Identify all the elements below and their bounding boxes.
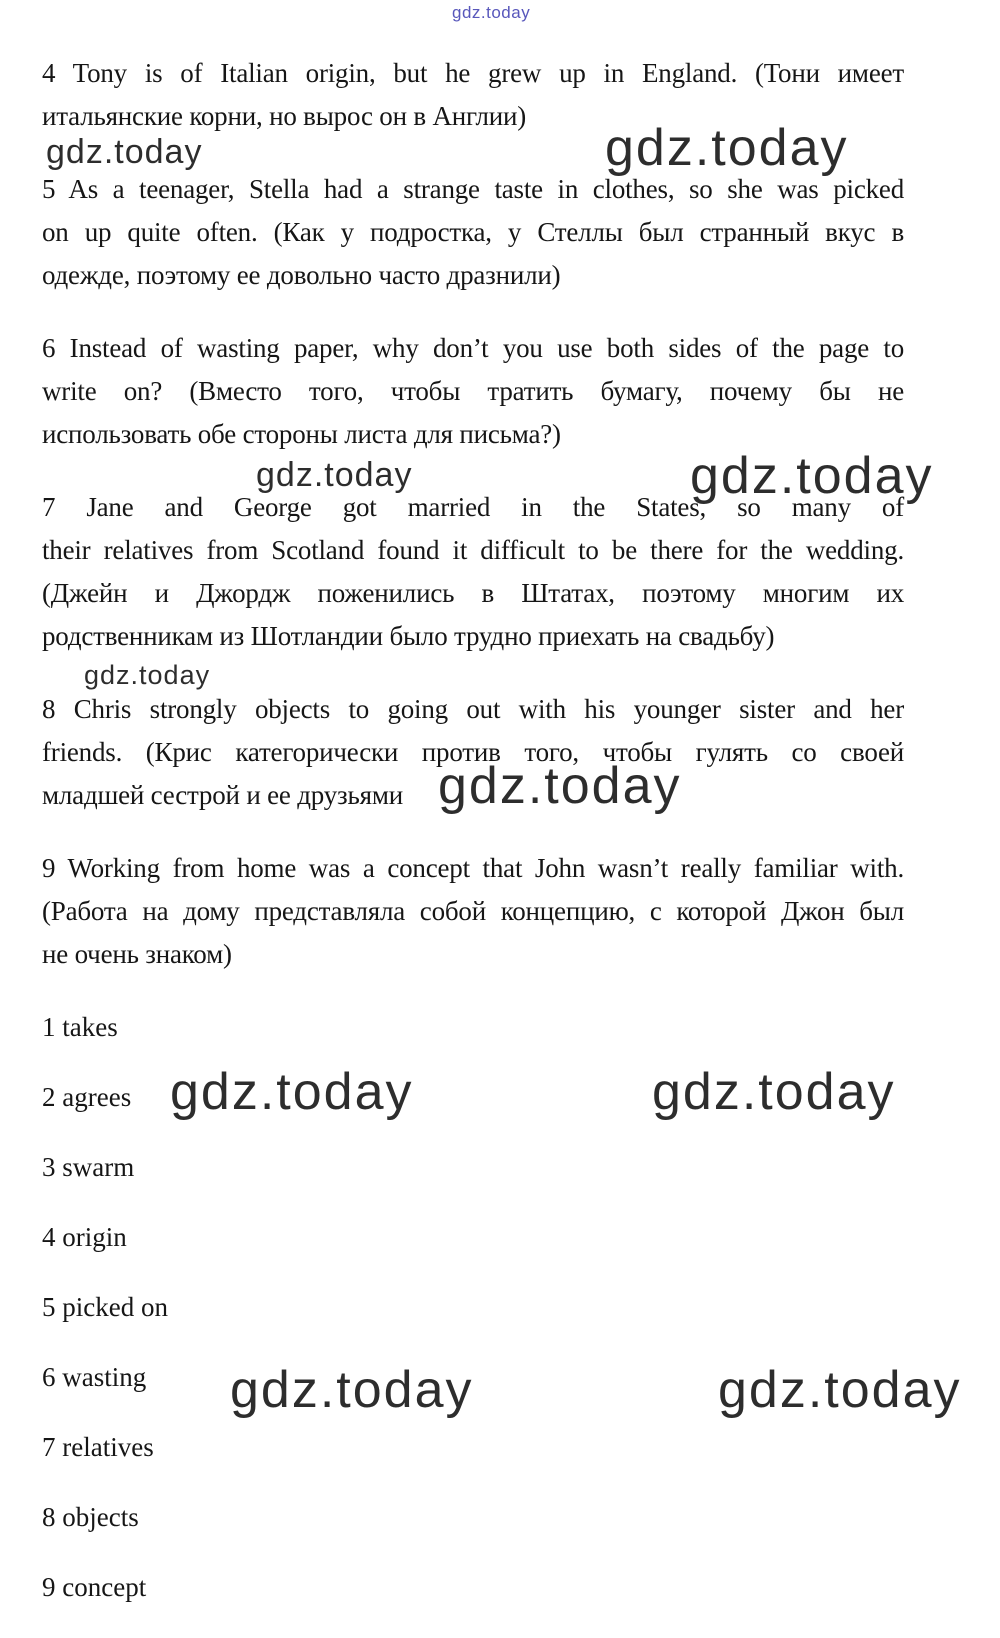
text-line: одежде, поэтому ее довольно часто дразнили) [42, 260, 561, 290]
watermark-left-5: gdz.today [230, 1361, 474, 1419]
text-line: итальянские корни, но вырос он в Англии) [42, 101, 527, 131]
text-line: 6 Instead of wasting paper, why don’t you use both sides of the page to [42, 333, 904, 363]
watermark-right-1: gdz.today [605, 119, 849, 177]
exercise-item-5 [42, 168, 904, 297]
exercise-item-9 [42, 847, 904, 976]
watermark-center-2: gdz.today [256, 456, 413, 494]
watermark-right-5: gdz.today [718, 1361, 962, 1419]
text-line: (Работа на дому представляла собой концепцию, с которой Джон был [42, 896, 904, 926]
text-line: 9 Working from home was a concept that John wasn’t really familiar with. [42, 853, 904, 883]
text-line: младшей сестрой и ее друзьями [42, 780, 403, 810]
exercise-item-8 [42, 688, 904, 817]
text-line: their relatives from Scotland found it difficult to be there for the wedding. [42, 535, 904, 565]
answer-item: 5 picked on [42, 1292, 168, 1322]
text-line: не очень знаком) [42, 939, 232, 969]
text-line: 5 As a teenager, Stella had a strange taste in clothes, so she was picked [42, 174, 904, 204]
answer-item: 8 objects [42, 1502, 139, 1532]
answer-item: 6 wasting [42, 1362, 147, 1392]
text-line: on up quite often. (Как у подростка, у Стеллы был странный вкус в [42, 217, 904, 247]
answer-item: 4 origin [42, 1222, 127, 1252]
text-line: 8 Chris strongly objects to going out with his younger sister and her [42, 694, 904, 724]
text-line: родственникам из Шотландии было трудно приехать на свадьбу) [42, 621, 775, 651]
answer-item: 3 swarm [42, 1152, 135, 1182]
text-line: 4 Tony is of Italian origin, but he grew up in England. (Тони имеет [42, 58, 904, 88]
watermark-center-3: gdz.today [438, 757, 682, 815]
text-line: 7 Jane and George got married in the States, so many of [42, 492, 904, 522]
answer-item: 1 takes [42, 1012, 118, 1042]
text-content [42, 52, 904, 1609]
answer-item: 7 relatives [42, 1432, 154, 1462]
watermark-left-3: gdz.today [84, 660, 211, 690]
watermark-left-4: gdz.today [170, 1063, 414, 1121]
text-line: write on? (Вместо того, чтобы тратить бумагу, почему бы не [42, 376, 904, 406]
exercise-item-6 [42, 327, 904, 456]
answer-item: 9 concept [42, 1572, 147, 1602]
watermark-right-4: gdz.today [652, 1063, 896, 1121]
watermark-top-blue: gdz.today [452, 3, 531, 22]
answer-key-list [42, 1006, 904, 1609]
answer-item: 2 agrees [42, 1082, 132, 1112]
watermark-left-1: gdz.today [46, 133, 203, 171]
exercise-item-7 [42, 486, 904, 658]
exercise-item-4 [42, 52, 904, 138]
text-line: friends. (Крис категорически против того, чтобы гулять со своей [42, 737, 904, 767]
text-line: использовать обе стороны листа для письма?) [42, 419, 561, 449]
text-line: (Джейн и Джордж поженились в Штатах, поэтому многим их [42, 578, 904, 608]
watermark-right-2: gdz.today [690, 447, 934, 505]
